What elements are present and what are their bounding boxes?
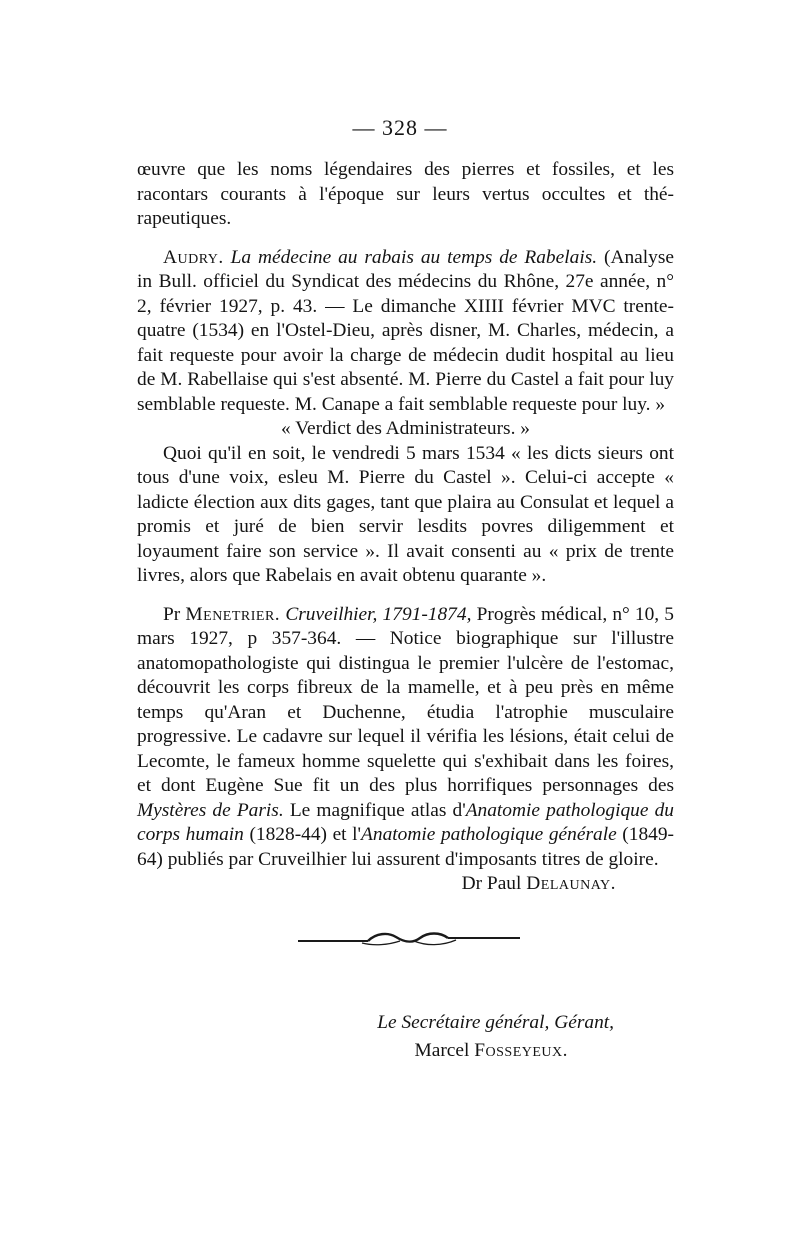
footer-first-name: Marcel — [414, 1040, 470, 1061]
footer-role: Le Secrétaire général, Gérant, — [377, 1012, 614, 1033]
paragraph-continuation — [137, 158, 674, 232]
line: œuvre que les noms légendaires des pierres et fossiles, et les — [137, 159, 674, 180]
book-title: Mystères de Paris. — [137, 799, 284, 821]
body-text — [137, 158, 674, 897]
line: racontars courants à l'époque sur leurs vertus occultes et thé- — [137, 183, 674, 205]
paragraph-text: (1849-64) publiés par Cruveilhier lui assurent d'imposants titres de gloire. — [137, 824, 674, 870]
signature-name: Delaunay. — [526, 873, 616, 894]
author-name: Audry. — [163, 246, 224, 268]
page-number: — 328 — — [352, 115, 448, 140]
paragraph-text: Le magnifique atlas d' — [289, 799, 466, 821]
paragraph-audry — [137, 246, 674, 418]
paragraph-text: (1828-44) et l' — [249, 824, 362, 845]
title-prefix: Pr — [163, 603, 181, 625]
ornament-divider — [296, 928, 522, 950]
author-name: Menetrier. — [185, 603, 281, 625]
article-title: La médecine au rabais au temps de Rabelais. — [230, 246, 598, 268]
book-title: Anatomie pathologique générale — [361, 824, 617, 845]
paragraph-verdict: Quoi qu'il en soit, le vendredi 5 mars 1534 « les dicts sieurs ont tous d'une voix, esleu M. Pierre du Castel ». Celui-ci accepte « ladicte élection aux dits gages, tant que plaira au Consulat et lequel a promis et juré de bien servir lesdits povres diligemment et loyaument faire son service ». Il avait consenti au « prix de trente livres, alors que Rabelais en avait obtenu quarante ». — [137, 442, 674, 586]
paragraph-text: (Analyse in Bull. officiel du Syndicat des médecins du Rhône, 27e année, n° 2, février 1927, p. 43. — Le dimanche XIIII février MVC trente-quatre (1534) en l'Ostel-Dieu, après disner, M. Charles, médecin, a fait requeste pour avoir la charge de médecin dudit hospital au lieu de M. Rabellaise qui s'est absenté. M. Pierre du Castel a fait pour luy semblable requeste. M. Canape a fait semblable requeste pour luy. » — [137, 246, 674, 415]
article-title: Cruveilhier, 1791-1874, — [285, 603, 472, 625]
footer-name — [137, 1040, 674, 1062]
paragraph-text: Progrès médical, n° 10, 5 mars 1927, p 357-364. — Notice biographique sur l'illustre anatomopathologiste qui distingua le premier l'ulcère de l'estomac, découvrit les corps fibreux de la mamelle, et à peu près en même temps qu'Aran et Duchenne, étudia l'atrophie musculaire progressive. Le cadavre sur lequel il vérifia les lésions, était celui de Lecomte, le fameux homme squelette qui s'exhibait dans les foires, et dont Eugène Sue fit un des plus horrifiques personnages des — [137, 603, 674, 796]
book-title: Anatomie pathologique du corps humain — [137, 799, 674, 845]
line: rapeutiques. — [137, 208, 232, 229]
signature-prefix: Dr Paul — [461, 873, 522, 894]
footer-last-name: Fosseyeux. — [474, 1040, 568, 1061]
paragraph-menetrier — [137, 603, 674, 873]
signature — [137, 872, 674, 897]
verdict-heading: « Verdict des Administrateurs. » — [281, 418, 530, 439]
